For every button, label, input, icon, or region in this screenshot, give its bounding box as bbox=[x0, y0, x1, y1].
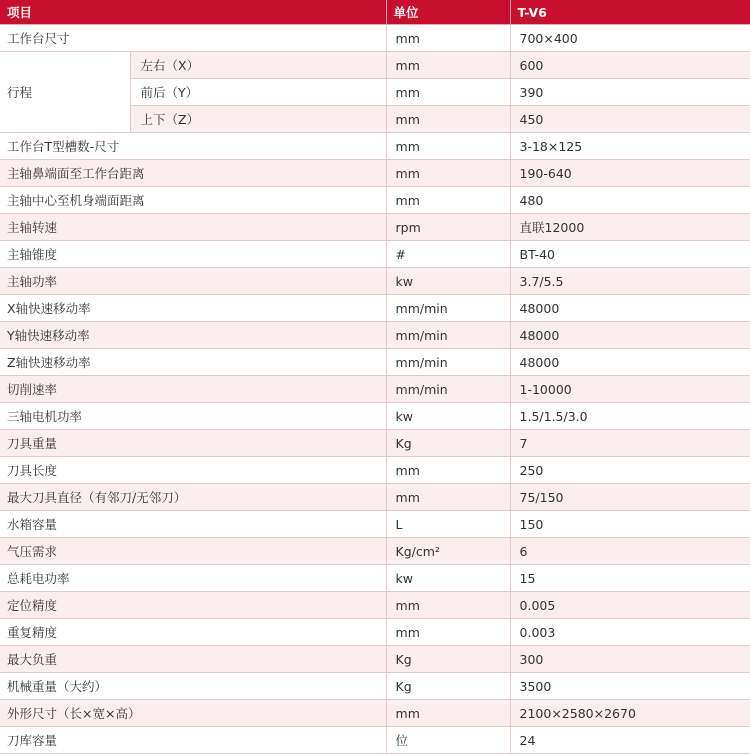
row-unit: # bbox=[386, 241, 510, 268]
row-value: 24 bbox=[510, 727, 750, 754]
header-model: T-V6 bbox=[510, 0, 750, 25]
row-sub-label: 前后（Y） bbox=[130, 79, 386, 106]
table-row bbox=[0, 673, 750, 700]
row-label: 主轴功率 bbox=[0, 268, 386, 295]
row-value: 390 bbox=[510, 79, 750, 106]
table-row bbox=[0, 592, 750, 619]
table-row bbox=[0, 214, 750, 241]
row-unit: mm/min bbox=[386, 349, 510, 376]
row-value: 48000 bbox=[510, 295, 750, 322]
row-value: 0.005 bbox=[510, 592, 750, 619]
table-row bbox=[0, 268, 750, 295]
row-unit: mm bbox=[386, 700, 510, 727]
row-value: 480 bbox=[510, 187, 750, 214]
row-label: 工作台尺寸 bbox=[0, 25, 386, 52]
row-value: 3-18×125 bbox=[510, 133, 750, 160]
row-unit: mm bbox=[386, 52, 510, 79]
row-label: 切削速率 bbox=[0, 376, 386, 403]
row-unit: mm bbox=[386, 79, 510, 106]
row-unit: mm bbox=[386, 106, 510, 133]
row-unit: 位 bbox=[386, 727, 510, 754]
row-value: 2100×2580×2670 bbox=[510, 700, 750, 727]
row-sub-label: 左右（X） bbox=[130, 52, 386, 79]
table-row bbox=[0, 619, 750, 646]
header-unit: 单位 bbox=[386, 0, 510, 25]
row-unit: kw bbox=[386, 565, 510, 592]
row-unit: mm bbox=[386, 25, 510, 52]
row-label: 行程 bbox=[0, 52, 130, 133]
row-label: Y轴快速移动率 bbox=[0, 322, 386, 349]
table-row bbox=[0, 511, 750, 538]
row-label: 总耗电功率 bbox=[0, 565, 386, 592]
row-value: 450 bbox=[510, 106, 750, 133]
row-unit: Kg bbox=[386, 646, 510, 673]
row-label: X轴快速移动率 bbox=[0, 295, 386, 322]
table-row bbox=[0, 457, 750, 484]
row-unit: rpm bbox=[386, 214, 510, 241]
row-label: 水箱容量 bbox=[0, 511, 386, 538]
table-header-row bbox=[0, 0, 750, 25]
row-label: 重复精度 bbox=[0, 619, 386, 646]
row-label: 外形尺寸（长×宽×高） bbox=[0, 700, 386, 727]
row-value: 1-10000 bbox=[510, 376, 750, 403]
row-label: Z轴快速移动率 bbox=[0, 349, 386, 376]
row-label: 主轴中心至机身端面距离 bbox=[0, 187, 386, 214]
row-unit: Kg/cm² bbox=[386, 538, 510, 565]
row-unit: L bbox=[386, 511, 510, 538]
table-row bbox=[0, 430, 750, 457]
row-value: 7 bbox=[510, 430, 750, 457]
row-unit: Kg bbox=[386, 673, 510, 700]
table-row bbox=[0, 160, 750, 187]
table-row bbox=[0, 52, 750, 79]
row-value: 3500 bbox=[510, 673, 750, 700]
table-row bbox=[0, 565, 750, 592]
table-row bbox=[0, 700, 750, 727]
row-unit: mm bbox=[386, 484, 510, 511]
table-body bbox=[0, 25, 750, 754]
header-item: 项目 bbox=[0, 0, 386, 25]
row-unit: mm bbox=[386, 160, 510, 187]
row-value: 48000 bbox=[510, 322, 750, 349]
row-label: 最大刀具直径（有邻刀/无邻刀） bbox=[0, 484, 386, 511]
row-value: 0.003 bbox=[510, 619, 750, 646]
row-value: 300 bbox=[510, 646, 750, 673]
row-sub-label: 上下（Z） bbox=[130, 106, 386, 133]
table-row bbox=[0, 241, 750, 268]
row-value: 190-640 bbox=[510, 160, 750, 187]
row-value: BT-40 bbox=[510, 241, 750, 268]
row-label: 刀库容量 bbox=[0, 727, 386, 754]
row-label: 气压需求 bbox=[0, 538, 386, 565]
row-label: 刀具重量 bbox=[0, 430, 386, 457]
row-value: 150 bbox=[510, 511, 750, 538]
table-row bbox=[0, 349, 750, 376]
row-value: 直联12000 bbox=[510, 214, 750, 241]
row-value: 15 bbox=[510, 565, 750, 592]
row-value: 75/150 bbox=[510, 484, 750, 511]
table-row bbox=[0, 25, 750, 52]
row-value: 3.7/5.5 bbox=[510, 268, 750, 295]
row-value: 250 bbox=[510, 457, 750, 484]
row-value: 700×400 bbox=[510, 25, 750, 52]
row-value: 600 bbox=[510, 52, 750, 79]
row-unit: mm bbox=[386, 457, 510, 484]
row-label: 主轴锥度 bbox=[0, 241, 386, 268]
row-unit: mm bbox=[386, 592, 510, 619]
row-label: 定位精度 bbox=[0, 592, 386, 619]
row-unit: mm/min bbox=[386, 322, 510, 349]
table-row bbox=[0, 295, 750, 322]
row-label: 最大负重 bbox=[0, 646, 386, 673]
row-unit: mm bbox=[386, 619, 510, 646]
row-label: 刀具长度 bbox=[0, 457, 386, 484]
row-unit: mm bbox=[386, 133, 510, 160]
row-label: 工作台T型槽数-尺寸 bbox=[0, 133, 386, 160]
row-label: 主轴转速 bbox=[0, 214, 386, 241]
row-unit: mm bbox=[386, 187, 510, 214]
row-unit: Kg bbox=[386, 430, 510, 457]
row-label: 主轴鼻端面至工作台距离 bbox=[0, 160, 386, 187]
table-row bbox=[0, 322, 750, 349]
table-row bbox=[0, 646, 750, 673]
table-row bbox=[0, 187, 750, 214]
row-label: 机械重量（大约） bbox=[0, 673, 386, 700]
row-value: 6 bbox=[510, 538, 750, 565]
row-unit: mm/min bbox=[386, 295, 510, 322]
row-unit: mm/min bbox=[386, 376, 510, 403]
row-value: 48000 bbox=[510, 349, 750, 376]
row-label: 三轴电机功率 bbox=[0, 403, 386, 430]
table-row bbox=[0, 403, 750, 430]
table-row bbox=[0, 484, 750, 511]
table-row bbox=[0, 727, 750, 754]
row-value: 1.5/1.5/3.0 bbox=[510, 403, 750, 430]
table-row bbox=[0, 133, 750, 160]
table-row bbox=[0, 538, 750, 565]
row-unit: kw bbox=[386, 268, 510, 295]
table-row bbox=[0, 376, 750, 403]
row-unit: kw bbox=[386, 403, 510, 430]
